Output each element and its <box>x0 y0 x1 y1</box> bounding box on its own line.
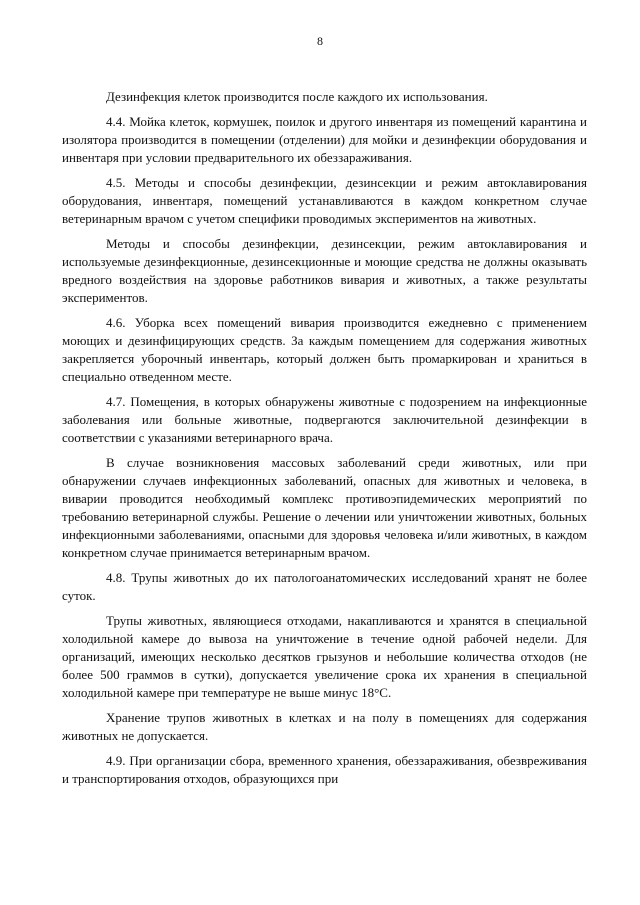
paragraph: Методы и способы дезинфекции, дезинсекции, режим автоклавирования и используемые дезинфекционные, дезинсекционные и моющие средства не должны оказывать вредного воздействия на здоровье работников вивария и животных, а также результаты экспериментов. <box>62 236 587 305</box>
paragraph: 4.7. Помещения, в которых обнаружены животные с подозрением на инфекционные заболевания или больные животные, подвергаются заключительной дезинфекции в соответствии с указаниями ветеринарного врача. <box>62 394 587 445</box>
document-body <box>62 88 587 788</box>
paragraph: 4.8. Трупы животных до их патологоанатомических исследований хранят не более суток. <box>62 570 587 603</box>
page-number: 8 <box>317 34 323 48</box>
paragraph: 4.6. Уборка всех помещений вивария производится ежедневно с применением моющих и дезинфицирующих средств. За каждым помещением для содержания животных закрепляется уборочный инвентарь, который должен быть промаркирован и храниться в специально отведенном месте. <box>62 315 587 384</box>
paragraph: Хранение трупов животных в клетках и на полу в помещениях для содержания животных не допускается. <box>62 710 587 743</box>
paragraph: В случае возникновения массовых заболеваний среди животных, или при обнаружении случаев инфекционных заболеваний, опасных для животных и человека, в виварии проводится необходимый комплекс противоэпидемических мероприятий по требованию ветеринарной службы. Решение о лечении или уничтожении животных, больных инфекционными заболеваниями, опасными для здоровья человека и/или животных, в каждом конкретном случае принимается ветеринарным врачом. <box>62 455 587 560</box>
paragraph: 4.4. Мойка клеток, кормушек, поилок и другого инвентаря из помещений карантина и изолятора производится в помещении (отделении) для мойки и дезинфекции оборудования и инвентаря при условии предварительного их обеззараживания. <box>62 114 587 165</box>
paragraph: Дезинфекция клеток производится после каждого их использования. <box>106 89 488 104</box>
paragraph: Трупы животных, являющиеся отходами, накапливаются и хранятся в специальной холодильной камере до вывоза на уничтожение в течение одной рабочей недели. Для организаций, имеющих несколько десятков грызунов и небольшие количества отходов (не более 500 граммов в сутки), допускается увеличение срока их хранения в специальной холодильной камере при температуре не выше минус 18°С. <box>62 613 587 700</box>
paragraph: 4.9. При организации сбора, временного хранения, обеззараживания, обезвреживания и транспортирования отходов, образующихся при <box>62 753 587 786</box>
paragraph: 4.5. Методы и способы дезинфекции, дезинсекции и режим автоклавирования оборудования, инвентаря, помещений устанавливаются в каждом конкретном случае ветеринарным врачом с учетом специфики проводимых экспериментов на животных. <box>62 175 587 226</box>
